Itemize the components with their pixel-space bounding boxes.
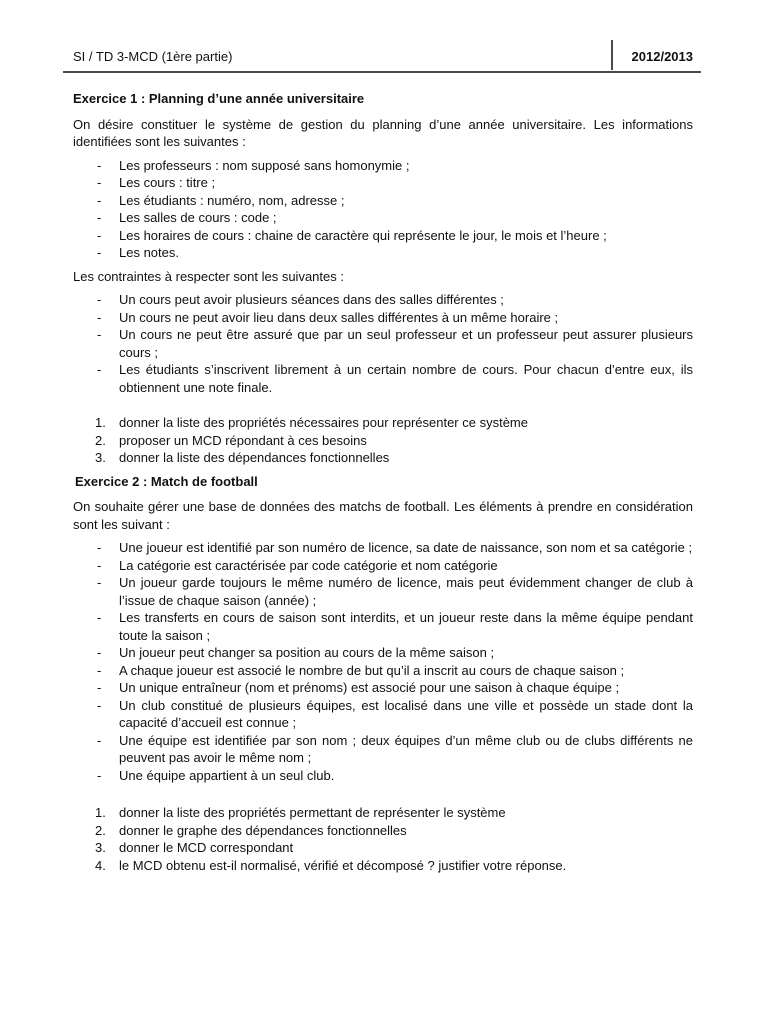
question-text: donner le graphe des dépendances fonctionnelles	[119, 822, 407, 838]
question-number: 3.	[95, 450, 106, 465]
question-text: donner la liste des dépendances fonctionnelles	[119, 450, 390, 465]
question-item	[73, 822, 693, 840]
header-divider	[611, 40, 613, 70]
exercise-2-items-list	[73, 539, 693, 784]
exercise-1-questions	[73, 414, 693, 467]
question-item	[73, 839, 693, 857]
list-item: - Une équipe est identifiée par son nom ; deux équipes d’un même club ou de clubs différents ne peuvent pas avoir le même nom ;	[73, 732, 693, 767]
page-header	[63, 40, 701, 73]
exercise-2-questions	[73, 804, 693, 874]
list-item: - Un joueur peut changer sa position au cours de la même saison ;	[73, 644, 693, 662]
question-number: 3.	[95, 840, 106, 855]
question-text: proposer un MCD répondant à ces besoins	[119, 432, 367, 448]
list-item: - Les notes.	[73, 244, 693, 262]
exercise-2-title: Exercice 2 : Match de football	[75, 473, 258, 489]
list-item: - Les cours : titre ;	[73, 174, 693, 192]
list-item: - Un club constitué de plusieurs équipes, est localisé dans une ville et possède un stade dont la capacité d’accueil est connue ;	[73, 697, 693, 732]
question-item	[73, 414, 693, 432]
question-item	[73, 449, 693, 467]
list-item: - Un joueur garde toujours le même numéro de licence, mais peut évidemment changer de club à l’issue de chaque saison (année) ;	[73, 574, 693, 609]
list-item: - Les étudiants : numéro, nom, adresse ;	[73, 192, 693, 210]
question-item	[73, 432, 693, 450]
list-item: - Un cours ne peut être assuré que par un seul professeur et un professeur peut assurer plusieurs cours ;	[73, 326, 693, 361]
list-item: - Les transferts en cours de saison sont interdits, et un joueur reste dans la même équipe pendant toute la saison ;	[73, 609, 693, 644]
list-item: - La catégorie est caractérisée par code catégorie et nom catégorie	[73, 557, 693, 575]
question-text: le MCD obtenu est-il normalisé, vérifié et décomposé ? justifier votre réponse.	[119, 857, 567, 873]
question-item	[73, 857, 693, 875]
list-item: - Un unique entraîneur (nom et prénoms) est associé pour une saison à chaque équipe ;	[73, 679, 693, 697]
question-number: 2.	[95, 822, 106, 838]
question-text: donner la liste des propriétés nécessaires pour représenter ce système	[119, 415, 528, 430]
question-number: 4.	[95, 857, 106, 873]
exercise-1-info-list	[73, 157, 693, 262]
exercise-1-title: Exercice 1 : Planning d’une année universitaire	[73, 91, 365, 106]
exercise-1-constraints-list	[73, 291, 693, 396]
list-item: - Les étudiants s’inscrivent librement à un certain nombre de cours. Pour chacun d’entre eux, ils obtiennent une note finale.	[73, 361, 693, 396]
list-item: - Une équipe appartient à un seul club.	[73, 767, 693, 785]
question-number: 2.	[95, 432, 106, 448]
header-title: SI / TD 3-MCD (1ère partie)	[73, 49, 233, 64]
question-number: 1.	[95, 805, 106, 820]
list-item: - Les professeurs : nom supposé sans homonymie ;	[73, 157, 693, 175]
list-item: - Un cours ne peut avoir lieu dans deux salles différentes à un même horaire ;	[73, 309, 693, 327]
header-year: 2012/2013	[631, 49, 693, 64]
list-item: - Les horaires de cours : chaine de caractère qui représente le jour, le mois et l’heure ;	[73, 227, 693, 245]
exercise-1-constraints-intro: Les contraintes à respecter sont les suivantes :	[73, 268, 344, 284]
document-body	[73, 90, 693, 880]
list-item: - Un cours peut avoir plusieurs séances dans des salles différentes ;	[73, 291, 693, 309]
question-text: donner la liste des propriétés permettant de représenter le système	[119, 805, 506, 820]
exercise-2-intro: On souhaite gérer une base de données des matchs de football. Les éléments à prendre en considération sont les suivant :	[73, 499, 693, 532]
question-number: 1.	[95, 415, 106, 430]
list-item: - Les salles de cours : code ;	[73, 209, 693, 227]
list-item: - A chaque joueur est associé le nombre de but qu’il a inscrit au cours de chaque saison ;	[73, 662, 693, 680]
list-item: - Une joueur est identifié par son numéro de licence, sa date de naissance, son nom et sa catégorie ;	[73, 539, 693, 557]
question-text: donner le MCD correspondant	[119, 840, 294, 855]
question-item	[73, 804, 693, 822]
exercise-1-intro: On désire constituer le système de gestion du planning d’une année universitaire. Les informations identifiées sont les suivantes :	[73, 116, 693, 149]
